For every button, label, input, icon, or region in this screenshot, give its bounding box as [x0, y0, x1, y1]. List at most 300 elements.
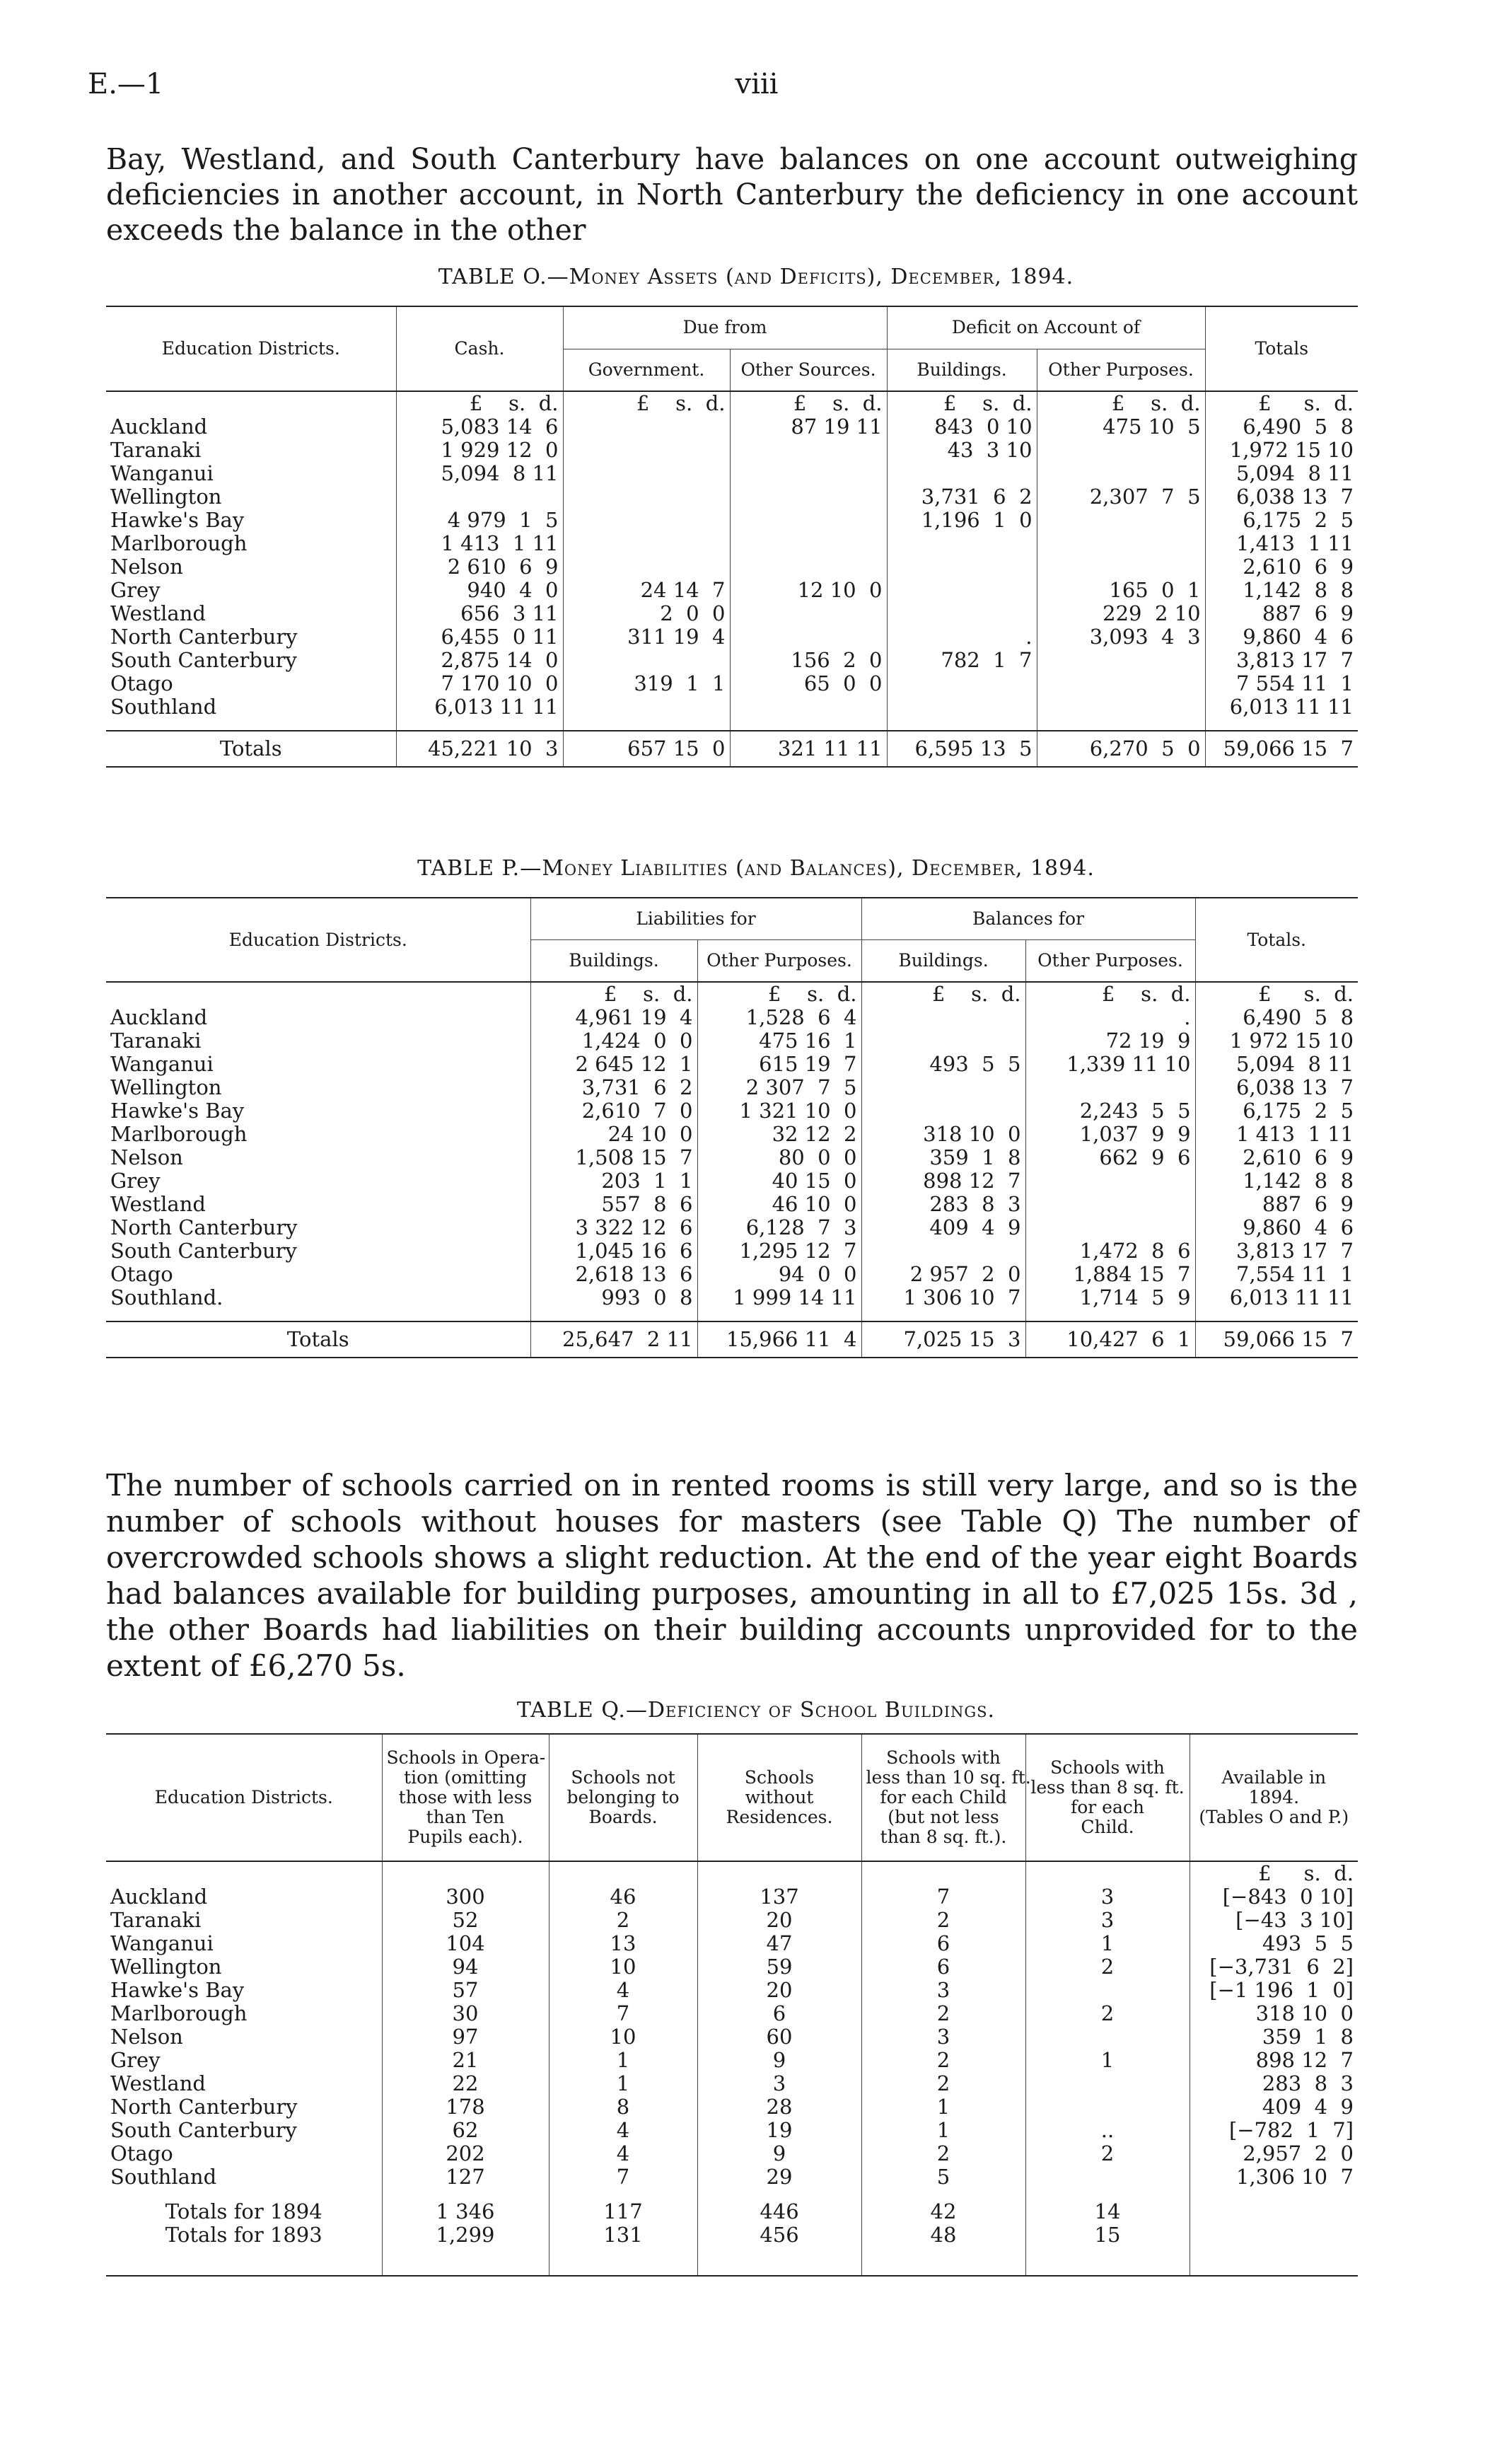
table-p-caption-prefix: TABLE P. [417, 856, 521, 881]
district-name: Marlborough [110, 2001, 248, 2025]
district-name: Wellington [110, 1075, 222, 1099]
table-row [106, 1885, 1358, 1909]
district-name: Taranaki [110, 1029, 202, 1053]
table-row [106, 509, 1358, 532]
cell-value: [−1 196 1 0] [1190, 1979, 1358, 2002]
table-row [106, 1076, 1358, 1099]
cell-value: 782 1 7 [887, 649, 1037, 672]
cell-value: 29 [697, 2165, 861, 2189]
cell-value: 5,083 14 6 [396, 415, 563, 439]
totals-value: 6,595 13 5 [887, 731, 1037, 767]
cell-value: 409 4 9 [861, 1216, 1025, 1239]
cell-value: 178 [382, 2095, 549, 2119]
totals-value: 15,966 11 4 [697, 1321, 861, 1358]
cell-value [730, 695, 887, 719]
cell-value: 1 321 10 0 [697, 1099, 861, 1123]
unit-label: £ s. d. [730, 391, 887, 415]
table-row [106, 415, 1358, 439]
table-o-header-other-sources: Other Sources. [730, 349, 887, 391]
cell-value: 1,306 10 7 [1190, 2165, 1358, 2189]
cell-value: 6,038 13 7 [1195, 1076, 1358, 1099]
table-row [106, 2025, 1358, 2049]
district-name: Southland [110, 2165, 217, 2189]
cell-value: 6,013 11 11 [1195, 1286, 1358, 1309]
cell-value: 662 9 6 [1025, 1146, 1195, 1169]
cell-value: 6,175 2 5 [1205, 509, 1358, 532]
table-p-header-bal-buildings: Buildings. [861, 940, 1025, 983]
district-name: Auckland [110, 415, 208, 439]
cell-value: 4 [549, 2119, 697, 2142]
cell-value: 1,142 8 8 [1205, 579, 1358, 602]
cell-value: 1,295 12 7 [697, 1239, 861, 1263]
cell-value: 165 0 1 [1037, 579, 1205, 602]
cell-value: 156 2 0 [730, 649, 887, 672]
district-name: Westland [110, 1192, 206, 1216]
table-p-caption-title: —Money Liabilities (and Balances), December, 1894. [520, 856, 1095, 881]
cell-value: 1,714 5 9 [1025, 1286, 1195, 1309]
cell-value: 1 [861, 2095, 1025, 2119]
district-name: Marlborough [110, 1122, 248, 1146]
cell-value: 6,175 2 5 [1195, 1099, 1358, 1123]
cell-value: 60 [697, 2025, 861, 2049]
totals-value: 321 11 11 [730, 731, 887, 767]
district-name: Westland [110, 601, 206, 625]
cell-value: 7 [549, 2002, 697, 2025]
cell-value [396, 485, 563, 509]
cell-value: 493 5 5 [861, 1053, 1025, 1076]
cell-value [730, 485, 887, 509]
totals-value: 59,066 15 7 [1205, 731, 1358, 767]
district-name: Grey [110, 1169, 161, 1193]
district-name: North Canterbury [110, 2095, 298, 2119]
cell-value: 5,094 8 11 [1195, 1053, 1358, 1076]
table-row [106, 439, 1358, 462]
cell-value: 2 645 12 1 [530, 1053, 697, 1076]
cell-value: 1,528 6 4 [697, 1006, 861, 1029]
district-name: Wellington [110, 1955, 222, 1979]
totals-value: 42 [861, 2200, 1025, 2223]
cell-value: 318 10 0 [861, 1123, 1025, 1146]
table-row [106, 1909, 1358, 1932]
district-name: Taranaki [110, 1908, 202, 1932]
cell-value: 1 413 1 11 [396, 532, 563, 555]
table-o-header-buildings: Buildings. [887, 349, 1037, 391]
cell-value: 1,142 8 8 [1195, 1169, 1358, 1193]
cell-value: 7 [861, 1885, 1025, 1909]
table-q-header-districts: Education Districts. [106, 1734, 382, 1861]
totals-value: 1 346 [382, 2200, 549, 2223]
cell-value: 318 10 0 [1190, 2002, 1358, 2025]
totals-value [1190, 2223, 1358, 2276]
cell-value [887, 672, 1037, 695]
cell-value: 1 [1025, 2049, 1190, 2072]
totals-value: 25,647 2 11 [530, 1321, 697, 1358]
cell-value [1037, 532, 1205, 555]
district-name: Auckland [110, 1885, 208, 1909]
unit-label: £ s. d. [1190, 1861, 1358, 1885]
cell-value: 10 [549, 2025, 697, 2049]
cell-value: 6,013 11 11 [1205, 695, 1358, 719]
cell-value: 2,875 14 0 [396, 649, 563, 672]
cell-value [887, 579, 1037, 602]
cell-value [887, 695, 1037, 719]
cell-value: 940 4 0 [396, 579, 563, 602]
cell-value: 283 8 3 [861, 1193, 1025, 1216]
cell-value: 1 413 1 11 [1195, 1123, 1358, 1146]
table-row [106, 2165, 1358, 2189]
cell-value: 10 [549, 1955, 697, 1979]
cell-value: 1,339 11 10 [1025, 1053, 1195, 1076]
cell-value: 887 6 9 [1205, 602, 1358, 625]
cell-value [887, 602, 1037, 625]
cell-value [1025, 1216, 1195, 1239]
cell-value: [−843 0 10] [1190, 1885, 1358, 1909]
cell-value: 898 12 7 [1190, 2049, 1358, 2072]
cell-value: 4 979 1 5 [396, 509, 563, 532]
cell-value: 3,093 4 3 [1037, 625, 1205, 649]
table-row [106, 1099, 1358, 1123]
cell-value: 9,860 4 6 [1205, 625, 1358, 649]
table-row [106, 1932, 1358, 1955]
cell-value: 43 3 10 [887, 439, 1037, 462]
table-q-unit-row [106, 1861, 1358, 1885]
totals-label: Totals [106, 731, 396, 767]
table-row [106, 649, 1358, 672]
cell-value: 843 0 10 [887, 415, 1037, 439]
cell-value [1025, 1979, 1190, 2002]
cell-value [887, 532, 1037, 555]
table-q-totals-row [106, 2200, 1358, 2223]
cell-value: 1,424 0 0 [530, 1029, 697, 1053]
cell-value: 1 999 14 11 [697, 1286, 861, 1309]
cell-value: 3,813 17 7 [1205, 649, 1358, 672]
totals-label: Totals for 1894 [165, 2199, 322, 2223]
cell-value: 1 [861, 2119, 1025, 2142]
unit-label: £ s. d. [396, 391, 563, 415]
cell-value [861, 1029, 1025, 1053]
district-name: Auckland [110, 1005, 208, 1029]
cell-value: 656 3 11 [396, 602, 563, 625]
cell-value: 311 19 4 [563, 625, 730, 649]
cell-value: 283 8 3 [1190, 2072, 1358, 2095]
table-row [106, 695, 1358, 719]
cell-value: 94 0 0 [697, 1263, 861, 1286]
cell-value: 97 [382, 2025, 549, 2049]
table-q-header-less-than-8: Schools with less than 8 sq. ft. for each Child. [1025, 1734, 1190, 1861]
cell-value: 127 [382, 2165, 549, 2189]
table-q-header-available: Available in 1894. (Tables O and P.) [1190, 1734, 1358, 1861]
cell-value: 4 [549, 1979, 697, 2002]
table-q-caption-title: —Deficiency of School Buildings. [625, 1698, 996, 1723]
cell-value: 3,813 17 7 [1195, 1239, 1358, 1263]
cell-value: 6,490 5 8 [1195, 1006, 1358, 1029]
cell-value [730, 509, 887, 532]
cell-value: 24 14 7 [563, 579, 730, 602]
cell-value [1025, 2072, 1190, 2095]
district-name: Wanganui [110, 1931, 214, 1955]
table-row [106, 625, 1358, 649]
cell-value: 19 [697, 2119, 861, 2142]
cell-value: 3 [1025, 1885, 1190, 1909]
cell-value: 1,196 1 0 [887, 509, 1037, 532]
cell-value: 4,961 19 4 [530, 1006, 697, 1029]
cell-value [563, 695, 730, 719]
cell-value: .. [1025, 2119, 1190, 2142]
cell-value: 6 [861, 1955, 1025, 1979]
district-name: Hawke's Bay [110, 508, 245, 532]
cell-value [563, 532, 730, 555]
cell-value [730, 602, 887, 625]
cell-value: 2 610 6 9 [396, 555, 563, 579]
cell-value: 52 [382, 1909, 549, 1932]
table-o-header-other-purposes: Other Purposes. [1037, 349, 1205, 391]
cell-value [887, 555, 1037, 579]
table-q-totals-row [106, 2223, 1358, 2276]
cell-value: 46 [549, 1885, 697, 1909]
totals-value: 59,066 15 7 [1195, 1321, 1358, 1358]
cell-value: 2 [861, 2072, 1025, 2095]
table-p-header-bal-other: Other Purposes. [1025, 940, 1195, 983]
table-p-body [106, 982, 1358, 1358]
cell-value [730, 439, 887, 462]
table-row [106, 2049, 1358, 2072]
cell-value: 94 [382, 1955, 549, 1979]
district-name: South Canterbury [110, 1239, 297, 1263]
unit-label: £ s. d. [530, 982, 697, 1006]
cell-value: 475 16 1 [697, 1029, 861, 1053]
cell-value: 1 [1025, 1932, 1190, 1955]
cell-value: 2,243 5 5 [1025, 1099, 1195, 1123]
district-name: Grey [110, 578, 161, 602]
table-row [106, 2072, 1358, 2095]
cell-value: 2,957 2 0 [1190, 2142, 1358, 2165]
cell-value: 9 [697, 2142, 861, 2165]
table-q-header-less-than-10: Schools with less than 10 sq. ft. for each Child (but not less than 8 sq. ft.). [861, 1734, 1025, 1861]
cell-value: 2 [861, 2142, 1025, 2165]
table-q-header-not-belonging: Schools not belonging to Boards. [549, 1734, 697, 1861]
district-name: Otago [110, 2141, 173, 2165]
table-row [106, 1955, 1358, 1979]
cell-value: 2 [861, 2049, 1025, 2072]
table-row [106, 2002, 1358, 2025]
table-o-caption-prefix: TABLE O. [438, 265, 547, 289]
cell-value: 898 12 7 [861, 1169, 1025, 1193]
table-row [106, 1263, 1358, 1286]
cell-value: 57 [382, 1979, 549, 2002]
cell-value: 1,037 9 9 [1025, 1123, 1195, 1146]
cell-value: 80 0 0 [697, 1146, 861, 1169]
cell-value [1025, 2095, 1190, 2119]
cell-value: 7,554 11 1 [1195, 1263, 1358, 1286]
cell-value [1037, 695, 1205, 719]
cell-value: 2 [1025, 2142, 1190, 2165]
cell-value: 2 [1025, 1955, 1190, 1979]
table-q-header-without-residences: Schools without Residences. [697, 1734, 861, 1861]
cell-value: 28 [697, 2095, 861, 2119]
cell-value: . [1025, 1006, 1195, 1029]
district-name: Taranaki [110, 438, 202, 462]
cell-value: 409 4 9 [1190, 2095, 1358, 2119]
cell-value: 137 [697, 1885, 861, 1909]
cell-value: 6,490 5 8 [1205, 415, 1358, 439]
totals-label: Totals [106, 1321, 530, 1358]
cell-value: 6,455 0 11 [396, 625, 563, 649]
cell-value [1037, 509, 1205, 532]
table-o-caption-title: —Money Assets (and Deficits), December, 1894. [547, 265, 1074, 289]
table-row [106, 1239, 1358, 1263]
unit-label: £ s. d. [1195, 982, 1358, 1006]
district-name: Wellington [110, 485, 222, 509]
cell-value: 20 [697, 1979, 861, 2002]
district-name: Marlborough [110, 531, 248, 555]
cell-value: 20 [697, 1909, 861, 1932]
table-row [106, 672, 1358, 695]
totals-value: 7,025 15 3 [861, 1321, 1025, 1358]
cell-value: 2,610 7 0 [530, 1099, 697, 1123]
cell-value [730, 555, 887, 579]
unit-label: £ s. d. [1037, 391, 1205, 415]
cell-value [1037, 439, 1205, 462]
cell-value: 5,094 8 11 [1205, 462, 1358, 485]
cell-value [861, 1006, 1025, 1029]
cell-value: 32 12 2 [697, 1123, 861, 1146]
cell-value [1025, 2025, 1190, 2049]
cell-value: 1 [549, 2049, 697, 2072]
table-o [106, 306, 1358, 768]
cell-value: 5,094 8 11 [396, 462, 563, 485]
cell-value: 22 [382, 2072, 549, 2095]
cell-value [563, 439, 730, 462]
table-row [106, 1053, 1358, 1076]
district-name: Wanganui [110, 461, 214, 485]
intro-paragraph: Bay, Westland, and South Canterbury have balances on one account outweighing deficiencies in another account, in North Canterbury the deficiency in one account exceeds the balance in the other [106, 142, 1358, 247]
cell-value: 1,045 16 6 [530, 1239, 697, 1263]
cell-value [861, 1076, 1025, 1099]
district-name: South Canterbury [110, 2118, 297, 2142]
cell-value [563, 462, 730, 485]
totals-value [1190, 2200, 1358, 2223]
cell-value: 6 [697, 2002, 861, 2025]
district-name: Nelson [110, 1145, 183, 1169]
table-p-caption [0, 856, 1512, 881]
cell-value [730, 625, 887, 649]
cell-value [563, 509, 730, 532]
district-name: Otago [110, 1262, 173, 1286]
cell-value: 2 957 2 0 [861, 1263, 1025, 1286]
middle-paragraph: The number of schools carried on in rented rooms is still very large, and so is the number of schools without houses for masters (see Table Q) The number of overcrowded schools shows a slight reduction. At the end of the year eight Boards had balances available for building purposes, amounting in all to £7,025 15s. 3d , the other Boards had liabilities on their building accounts unprovided for to the extent of £6,270 5s. [106, 1468, 1358, 1683]
district-name: Grey [110, 2048, 161, 2072]
cell-value: 6,013 11 11 [396, 695, 563, 719]
totals-value: 131 [549, 2223, 697, 2276]
table-p-header-totals: Totals. [1195, 898, 1358, 982]
cell-value: 24 10 0 [530, 1123, 697, 1146]
district-name: Nelson [110, 2025, 183, 2049]
totals-value: 657 15 0 [563, 731, 730, 767]
totals-value: 117 [549, 2200, 697, 2223]
table-o-header-totals: Totals [1205, 306, 1358, 391]
table-p-header-balances: Balances for [861, 898, 1195, 940]
table-row [106, 1029, 1358, 1053]
cell-value: 3 [861, 2025, 1025, 2049]
cell-value [1037, 555, 1205, 579]
cell-value: 3 [861, 1979, 1025, 2002]
cell-value: 104 [382, 1932, 549, 1955]
cell-value [1025, 1169, 1195, 1193]
cell-value [730, 462, 887, 485]
unit-label: £ s. d. [887, 391, 1037, 415]
cell-value: 2,618 13 6 [530, 1263, 697, 1286]
cell-value [1037, 672, 1205, 695]
table-o-body [106, 391, 1358, 767]
cell-value: 72 19 9 [1025, 1029, 1195, 1053]
cell-value: 65 0 0 [730, 672, 887, 695]
table-row [106, 1146, 1358, 1169]
table-o-header-government: Government. [563, 349, 730, 391]
cell-value: 4 [549, 2142, 697, 2165]
cell-value: 2 0 0 [563, 602, 730, 625]
district-name: South Canterbury [110, 648, 297, 672]
page-reference: E.—1 [88, 68, 164, 100]
cell-value: 30 [382, 2002, 549, 2025]
cell-value: 493 5 5 [1190, 1932, 1358, 1955]
district-name: Hawke's Bay [110, 1099, 245, 1123]
table-row [106, 2142, 1358, 2165]
table-row [106, 532, 1358, 555]
table-row [106, 1006, 1358, 1029]
totals-value: 48 [861, 2223, 1025, 2276]
district-name: Hawke's Bay [110, 1978, 245, 2002]
cell-value: 359 1 8 [861, 1146, 1025, 1169]
cell-value: . [887, 625, 1037, 649]
cell-value: 475 10 5 [1037, 415, 1205, 439]
cell-value: 615 19 7 [697, 1053, 861, 1076]
totals-value: 1,299 [382, 2223, 549, 2276]
totals-value: 14 [1025, 2200, 1190, 2223]
totals-value: 456 [697, 2223, 861, 2276]
cell-value: 59 [697, 1955, 861, 1979]
cell-value [1037, 462, 1205, 485]
table-row [106, 485, 1358, 509]
totals-value: 446 [697, 2200, 861, 2223]
cell-value: 9 [697, 2049, 861, 2072]
cell-value: 1,508 15 7 [530, 1146, 697, 1169]
district-name: Otago [110, 671, 173, 695]
table-o-header-deficit: Deficit on Account of [887, 306, 1205, 349]
table-o-totals-row [106, 731, 1358, 767]
cell-value [861, 1239, 1025, 1263]
table-q-header-operation: Schools in Opera- tion (omitting those with less than Ten Pupils each). [382, 1734, 549, 1861]
cell-value: 1 972 15 10 [1195, 1029, 1358, 1053]
table-p-header-liab-buildings: Buildings. [530, 940, 697, 983]
cell-value: 2 [1025, 2002, 1190, 2025]
table-o-header-districts: Education Districts. [106, 306, 396, 391]
table-row [106, 1286, 1358, 1309]
cell-value: 5 [861, 2165, 1025, 2189]
cell-value: 3 [697, 2072, 861, 2095]
district-name: North Canterbury [110, 1215, 298, 1239]
totals-value: 45,221 10 3 [396, 731, 563, 767]
table-row [106, 1169, 1358, 1193]
cell-value: 300 [382, 1885, 549, 1909]
district-name: Nelson [110, 555, 183, 579]
district-name: Southland. [110, 1285, 223, 1309]
cell-value: [−3,731 6 2] [1190, 1955, 1358, 1979]
table-q-body [106, 1861, 1358, 2276]
table-o-header-due-from: Due from [563, 306, 887, 349]
cell-value: 3,731 6 2 [887, 485, 1037, 509]
table-p [106, 897, 1358, 1358]
cell-value: 1 929 12 0 [396, 439, 563, 462]
